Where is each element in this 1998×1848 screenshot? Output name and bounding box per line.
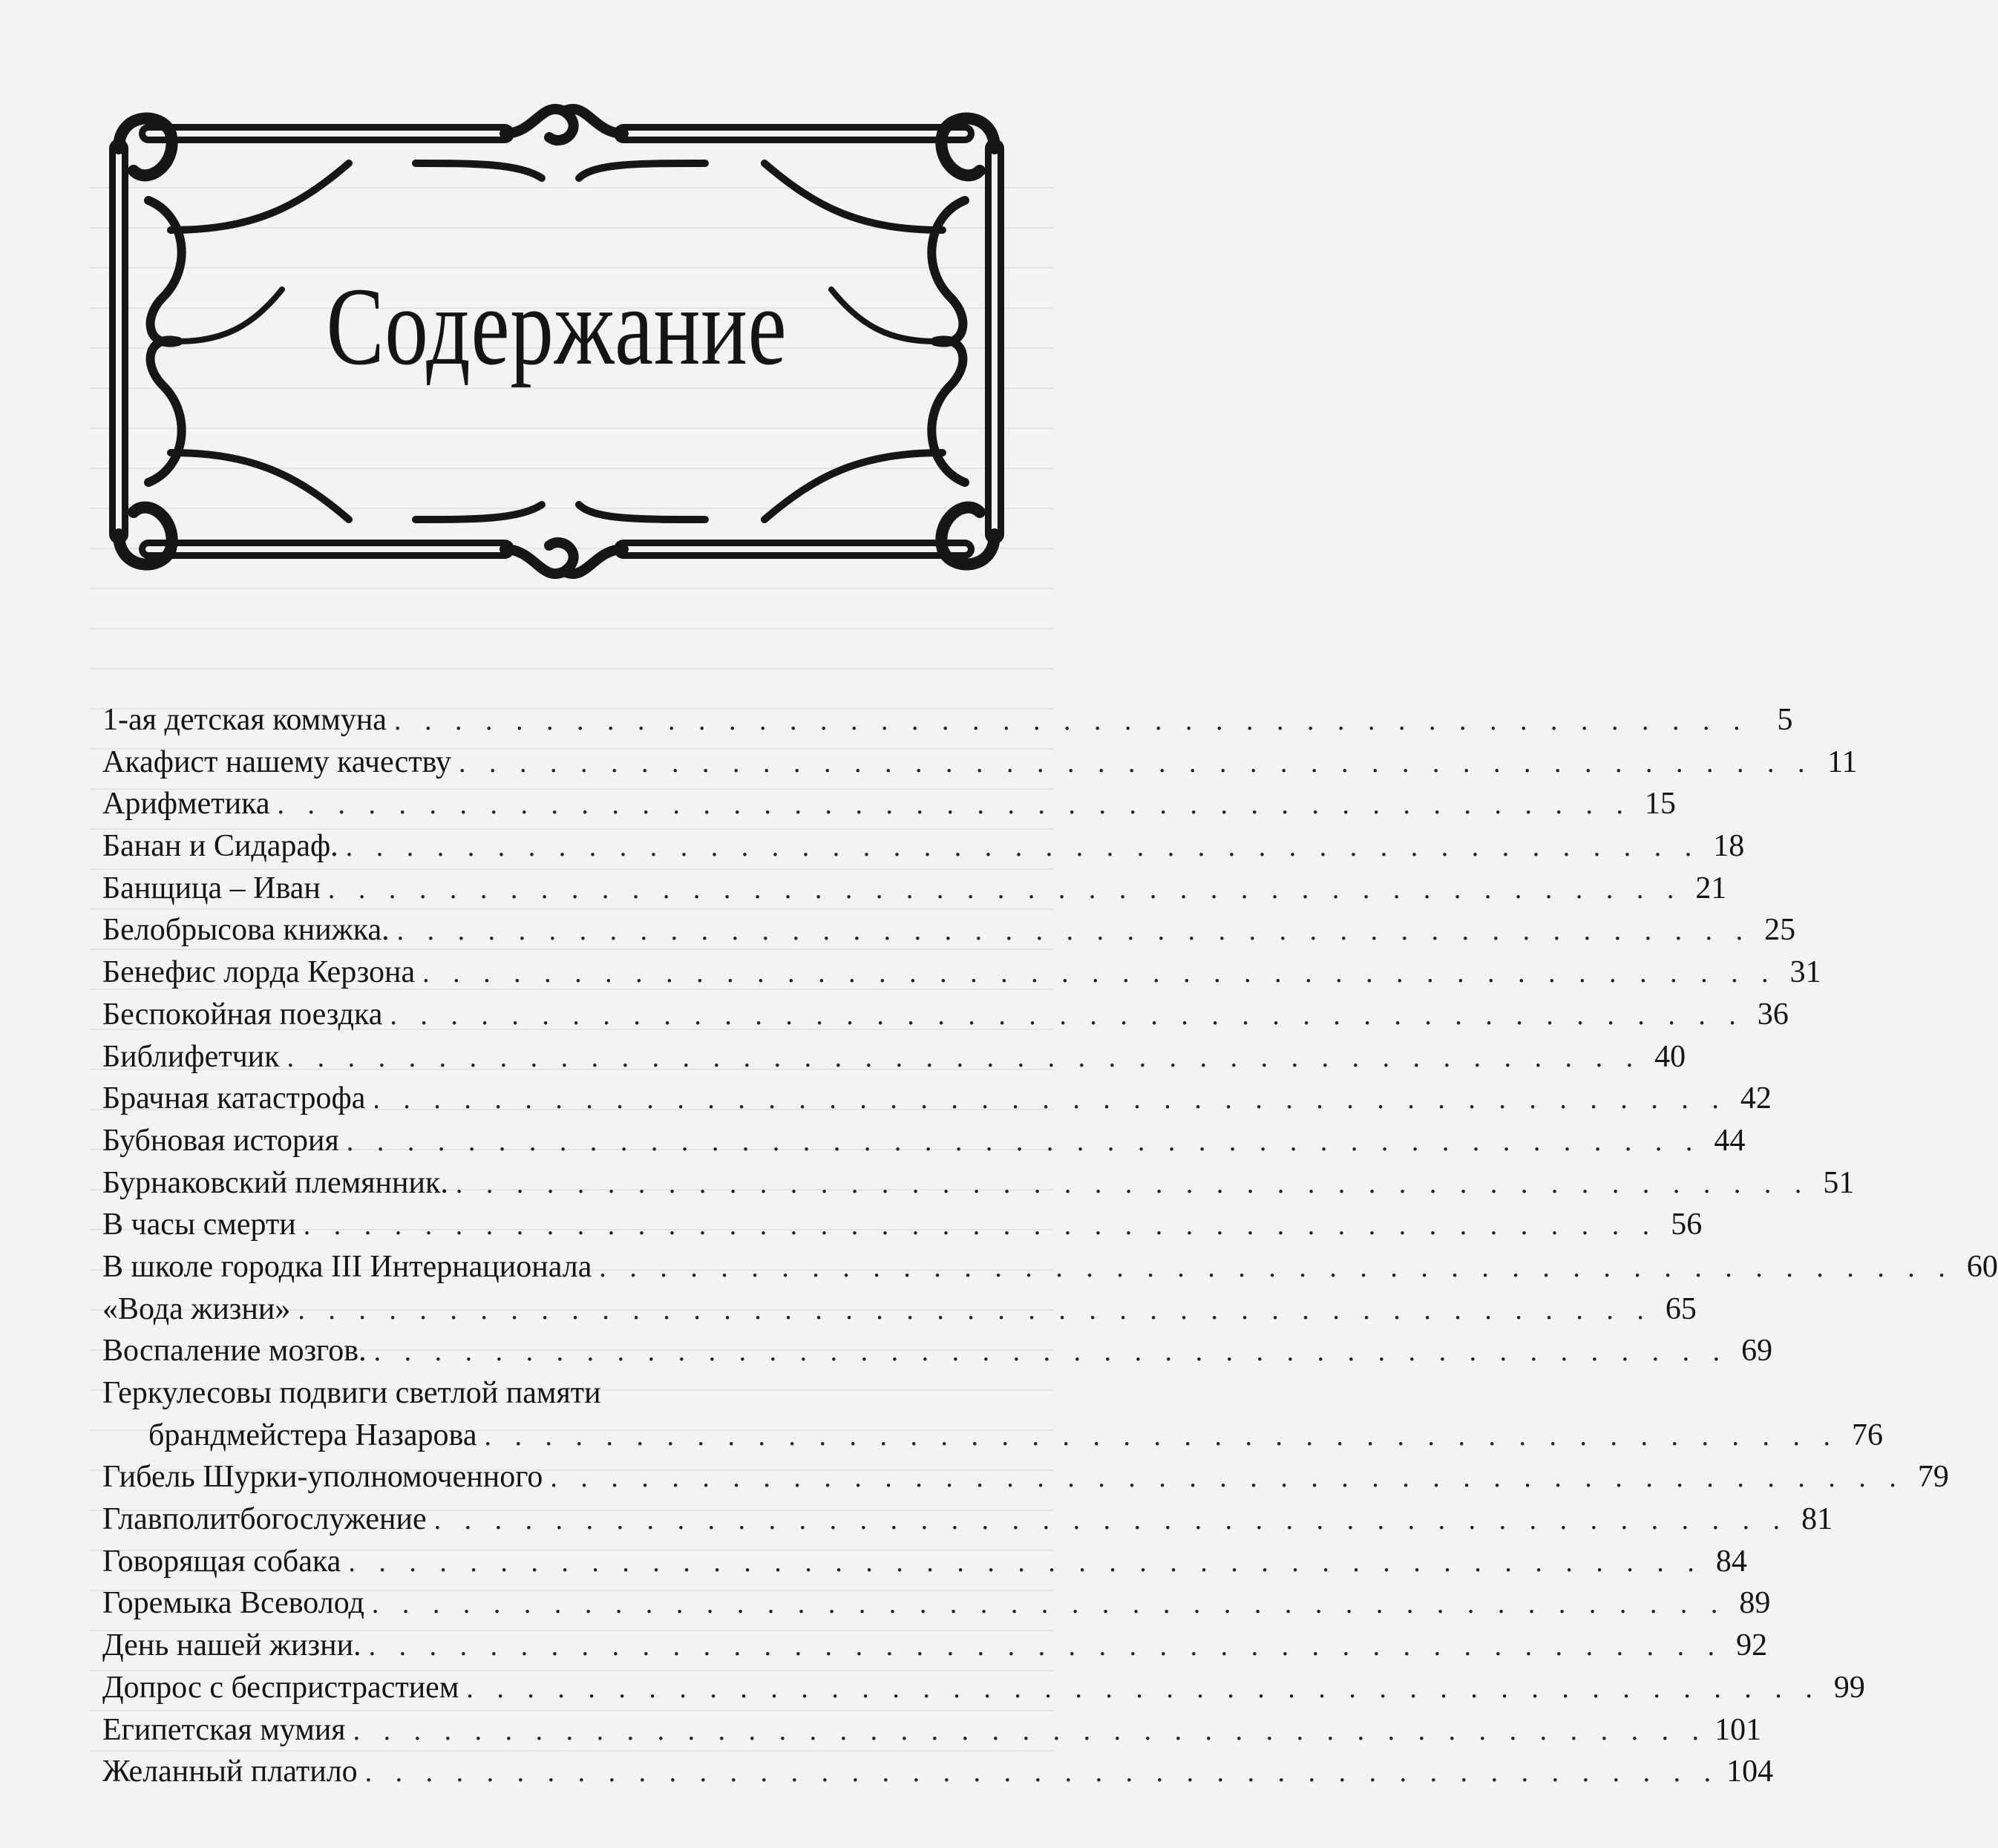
toc-entry-page: 42	[1740, 1081, 1772, 1116]
toc-entry	[102, 1751, 1774, 1793]
leader-dots: . . . . . . . . . . . . . . . . . . . . . . . . . . . . . . . . . . . . . . . . . . . . .	[433, 1504, 1789, 1536]
toc-entry-title: Бенефис лорда Керзона	[102, 955, 416, 990]
leader-dots: . . . . . . . . . . . . . . . . . . . . . . . . . . . . . . . . . . . . . . . . . . . . .	[371, 1588, 1726, 1620]
toc-entry	[102, 1372, 1004, 1415]
toc-entry-page: 104	[1726, 1754, 1774, 1789]
leader-dots: . . . . . . . . . . . . . . . . . . . . . . . . . . . . . . . . . . . . . . . . . . . . .	[286, 1041, 1642, 1073]
toc-entry-title: День нашей жизни.	[102, 1628, 361, 1663]
toc-entry-title: Беспокойная поездка	[102, 997, 383, 1032]
toc-entry-page: 18	[1713, 829, 1745, 864]
toc-entry-title: Белобрысова книжка.	[102, 913, 390, 948]
leader-dots: . . . . . . . . . . . . . . . . . . . . . . . . . . . . . . . . . . . . . . . . . . . . .	[466, 1672, 1821, 1704]
toc-entry	[102, 783, 1676, 825]
toc-entry	[102, 1078, 1772, 1120]
toc-entry-title: Воспаление мозгов.	[102, 1334, 367, 1369]
leader-dots: . . . . . . . . . . . . . . . . . . . . . . . . . . . . . . . . . . . . . . . . . . . . .	[393, 705, 1749, 736]
toc-entry-title: «Вода жизни»	[102, 1291, 291, 1326]
toc-entry	[102, 1456, 1949, 1498]
toc-entry-page: 84	[1715, 1544, 1747, 1579]
toc-entry	[102, 741, 1858, 784]
toc-entry-page: 5	[1777, 703, 1793, 737]
toc-entry-page: 60	[1966, 1249, 1998, 1284]
leader-dots: . . . . . . . . . . . . . . . . . . . . . . . . . . . . . . . . . . . . . . . . . . . . .	[396, 915, 1752, 947]
toc-entry	[102, 951, 1821, 994]
leader-dots: . . . . . . . . . . . . . . . . . . . . . . . . . . . . . . . . . . . . . . . . . . . . .	[303, 1210, 1658, 1242]
toc-entry-page: 89	[1739, 1586, 1771, 1621]
leader-dots: . . . . . . . . . . . . . . . . . . . . . . . . . . . . . . . . . . . . . . . . . . . . .	[327, 873, 1683, 905]
toc-entry	[102, 1246, 1998, 1288]
toc-entry	[102, 1330, 1773, 1372]
toc-entry-page: 65	[1665, 1291, 1697, 1326]
toc-entry-page: 76	[1851, 1418, 1883, 1452]
toc-entry-title: В часы смерти	[102, 1208, 296, 1242]
toc-entry-title: Бубновая история	[102, 1123, 339, 1158]
toc-entry-page: 51	[1823, 1165, 1855, 1200]
toc-entry	[102, 1120, 1746, 1162]
toc-entry-page: 81	[1801, 1502, 1833, 1537]
toc-entry-page: 92	[1736, 1628, 1768, 1663]
toc-entry-title: Главполитбогослужение	[102, 1502, 427, 1537]
toc-entry-page: 79	[1917, 1460, 1949, 1495]
toc-entry-title: Говорящая собака	[102, 1544, 341, 1579]
toc-entry-title: Арифметика	[102, 787, 270, 822]
toc-entry-title: Бурнаковский племянник.	[102, 1165, 448, 1200]
toc-entry	[102, 1625, 1768, 1667]
toc-entry-page: 99	[1833, 1670, 1865, 1705]
leader-dots: . . . . . . . . . . . . . . . . . . . . . . . . . . . . . . . . . . . . . . . . . . . . .	[484, 1420, 1838, 1452]
toc-entry-title: брандмейстера Назарова	[148, 1418, 477, 1452]
leader-dots: . . . . . . . . . . . . . . . . . . . . . . . . . . . . . . . . . . . . . . . . . . . . .	[277, 789, 1631, 821]
leader-dots: . . . . . . . . . . . . . . . . . . . . . . . . . . . . . . . . . . . . . . . . . . . . .	[455, 1167, 1810, 1199]
toc-entry-title: Библифетчик	[102, 1039, 280, 1074]
toc-entry	[102, 825, 1745, 868]
toc-entry-page: 69	[1741, 1334, 1773, 1369]
toc-entry-title: Допрос с беспристрастием	[102, 1670, 459, 1705]
leader-dots: . . . . . . . . . . . . . . . . . . . . . . . . . . . . . . . . . . . . . . . . . . . . .	[345, 831, 1700, 863]
toc-entry	[102, 868, 1727, 910]
leader-dots: . . . . . . . . . . . . . . . . . . . . . . . . . . . . . . . . . . . . . . . . . . . . .	[373, 1336, 1729, 1368]
toc-entry	[102, 1288, 1697, 1331]
leader-dots: . . . . . . . . . . . . . . . . . . . . . . . . . . . . . . . . . . . . . . . . . . . . .	[422, 957, 1777, 989]
toc-entry-title: Горемыка Всеволод	[102, 1586, 364, 1621]
toc-entry-page: 44	[1714, 1123, 1746, 1158]
toc-entry	[102, 1498, 1833, 1541]
toc-entry-page: 36	[1757, 997, 1789, 1032]
toc-entry	[102, 994, 1789, 1036]
page-title: Содержание	[326, 265, 787, 388]
leader-dots: . . . . . . . . . . . . . . . . . . . . . . . . . . . . . . . . . . . . . . . . . . . . .	[348, 1546, 1703, 1578]
leader-dots: . . . . . . . . . . . . . . . . . . . . . . . . . . . . . . . . . . . . . . . . . . . . .	[390, 999, 1744, 1031]
toc-entry-title: Банщица – Иван	[102, 871, 321, 905]
toc-entry	[102, 699, 1793, 741]
leader-dots: . . . . . . . . . . . . . . . . . . . . . . . . . . . . . . . . . . . . . . . . . . . . .	[373, 1084, 1727, 1115]
toc-entry-title: Гибель Шурки-уполномоченного	[102, 1460, 543, 1495]
toc-entry-title: 1-ая детская коммуна	[102, 703, 387, 737]
toc-entry	[102, 1582, 1771, 1625]
leader-dots: . . . . . . . . . . . . . . . . . . . . . . . . . . . . . . . . . . . . . . . . . . . . .	[353, 1714, 1708, 1746]
toc-entry-page: 56	[1671, 1208, 1703, 1242]
leader-dots: . . . . . . . . . . . . . . . . . . . . . . . . . . . . . . . . . . . . . . . . . . . . .	[346, 1125, 1701, 1157]
toc-entry-continuation	[102, 1415, 1883, 1457]
toc-entry-page: 21	[1695, 871, 1727, 905]
leader-dots: . . . . . . . . . . . . . . . . . . . . . . . . . . . . . . . . . . . . . . . . . . . . .	[364, 1757, 1720, 1789]
toc-entry-page: 31	[1789, 955, 1821, 990]
toc-entry	[102, 1541, 1747, 1583]
toc-entry-title: Брачная катастрофа	[102, 1081, 366, 1116]
toc-entry-title: Акафист нашему качеству	[102, 744, 452, 779]
toc-entry	[102, 1162, 1855, 1205]
leader-dots: . . . . . . . . . . . . . . . . . . . . . . . . . . . . . . . . . . . . . . . . . . . . .	[459, 747, 1813, 779]
toc-entry	[102, 1709, 1762, 1752]
leader-dots: . . . . . . . . . . . . . . . . . . . . . . . . . . . . . . . . . . . . . . . . . . . . .	[599, 1251, 1953, 1283]
toc-entry-title: В школе городка III Интернационала	[102, 1249, 592, 1284]
toc-entry-page: 101	[1714, 1712, 1762, 1747]
toc-entry	[102, 909, 1796, 951]
leader-dots: . . . . . . . . . . . . . . . . . . . . . . . . . . . . . . . . . . . . . . . . . . . . .	[368, 1631, 1723, 1662]
toc-entry	[102, 1036, 1686, 1078]
leader-dots: . . . . . . . . . . . . . . . . . . . . . . . . . . . . . . . . . . . . . . . . . . . . .	[550, 1462, 1904, 1494]
toc-entry-title: Геркулесовы подвиги светлой памяти	[102, 1376, 601, 1410]
toc-entry-page: 15	[1644, 787, 1676, 822]
toc-entry	[102, 1204, 1703, 1246]
toc-entry-title: Желанный платило	[102, 1754, 358, 1789]
toc-entry-title: Египетская мумия	[102, 1712, 346, 1747]
toc-entry-page: 25	[1764, 913, 1796, 948]
toc-entry	[102, 1667, 1865, 1709]
table-of-contents	[102, 699, 1998, 1793]
toc-entry-title: Банан и Сидараф.	[102, 829, 338, 864]
leader-dots: . . . . . . . . . . . . . . . . . . . . . . . . . . . . . . . . . . . . . . . . . . . . .	[298, 1294, 1652, 1326]
toc-entry-page: 40	[1654, 1039, 1686, 1074]
toc-entry-page: 11	[1827, 744, 1858, 779]
